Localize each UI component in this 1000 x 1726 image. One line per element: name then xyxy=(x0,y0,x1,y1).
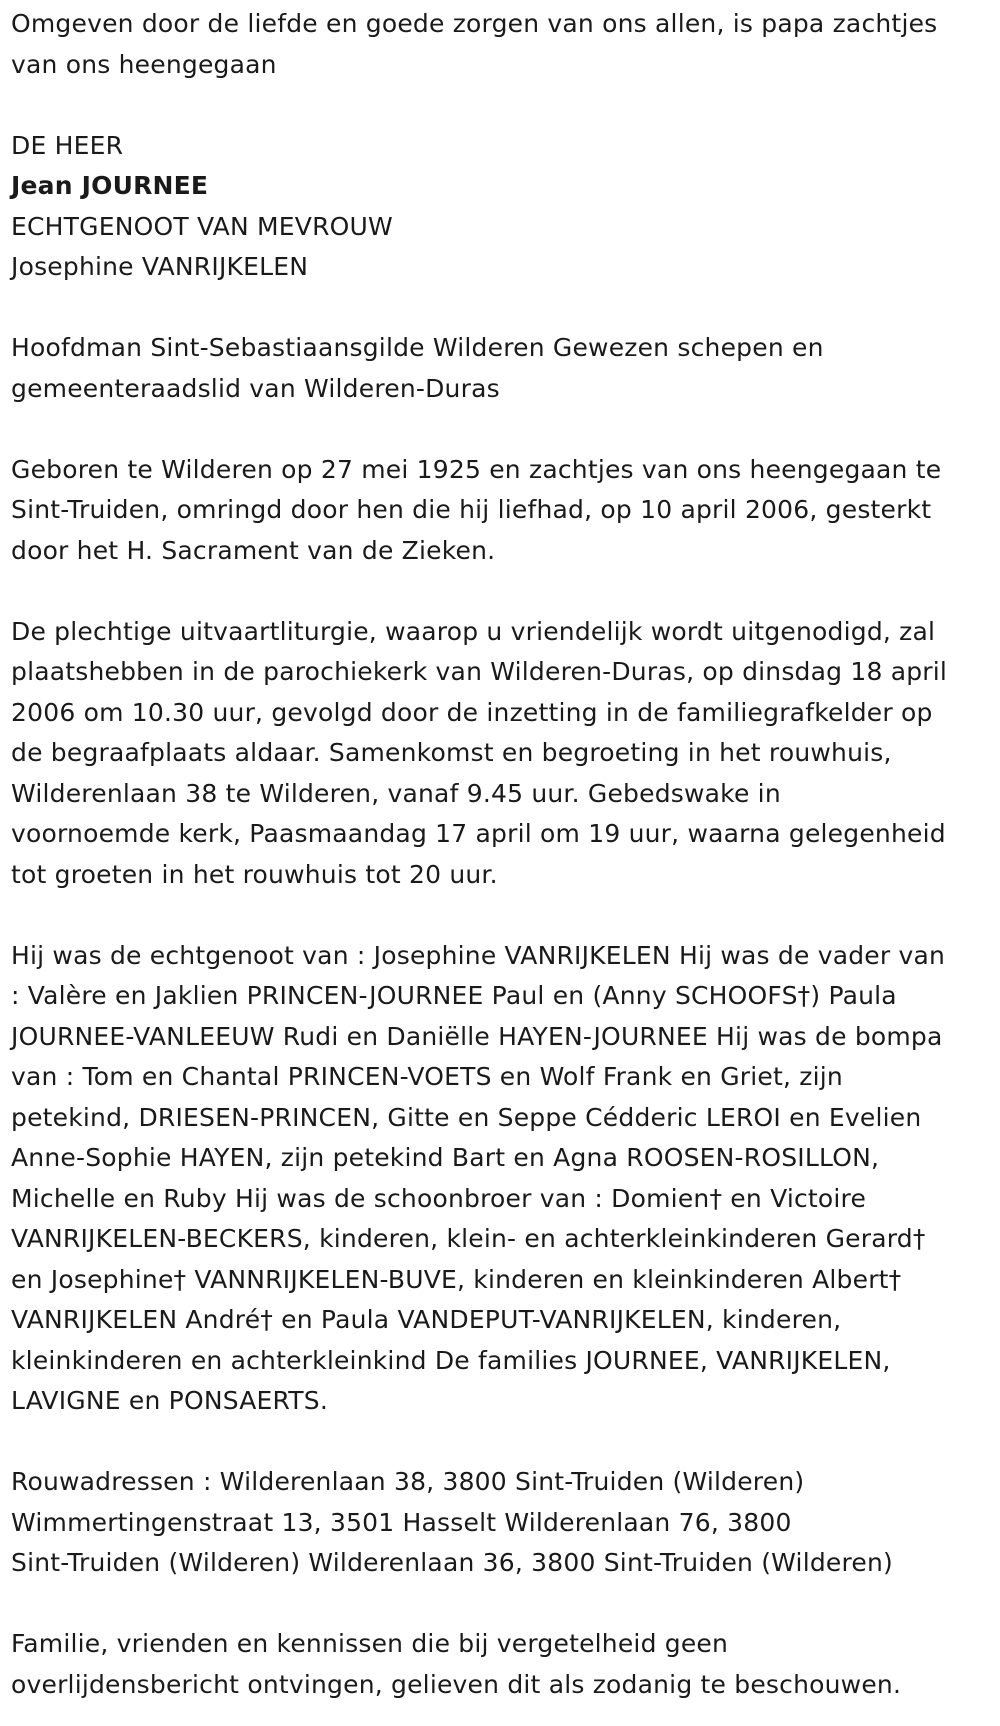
closing-paragraph: Familie, vrienden en kennissen die bij vergetelheid geen overlijdensbericht ontvingen, gelieven dit als zodanig te beschouwen. xyxy=(11,1629,902,1699)
deceased-name: Jean JOURNEE xyxy=(11,171,209,200)
family-paragraph: Hij was de echtgenoot van : Josephine VANRIJKELEN Hij was de vader van : Valère en Jaklien PRINCEN-JOURNEE Paul en (Anny SCHOOFS†) Paula JOURNEE-VANLEEUW Rudi en Daniëlle HAYEN-JOURNEE Hij was de bompa van : Tom en Chantal PRINCEN-VOETS en Wolf Frank en Griet, zijn petekind, DRIESEN-PRINCEN, Gitte en Seppe Cédderic LEROI en Evelien Anne-Sophie HAYEN, zijn petekind Bart en Agna ROOSEN-ROSILLON, Michelle en Ruby Hij was de schoonbroer van : Domien† en Victoire VANRIJKELEN-BECKERS, kinderen, klein- en achterkleinkinderen Gerard† en Josephine† VANNRIJKELEN-BUVE, kinderen en kleinkinderen Albert† VANRIJKELEN André† en Paula VANDEPUT-VANRIJKELEN, kinderen, kleinkinderen en achterkleinkind De families JOURNEE, VANRIJKELEN, LAVIGNE en PONSAERTS. xyxy=(11,940,946,1415)
addresses-paragraph: Rouwadressen : Wilderenlaan 38, 3800 Sint-Truiden (Wilderen) Wimmertingenstraat 13, 3501 Hasselt Wilderenlaan 76, 3800 Sint-Truiden (Wilderen) Wilderenlaan 36, 3800 Sint-Truiden (Wilderen) xyxy=(11,1467,894,1577)
spacer xyxy=(11,288,991,329)
obituary-document xyxy=(11,4,991,1705)
spouse-name: Josephine VANRIJKELEN xyxy=(11,252,309,281)
spacer xyxy=(11,409,991,450)
spacer xyxy=(11,1422,991,1463)
birth-death-paragraph: Geboren te Wilderen op 27 mei 1925 en zachtjes van ons heengegaan te Sint-Truiden, omringd door hen die hij liefhad, op 10 april 2006, gesterkt door het H. Sacrament van de Zieken. xyxy=(11,454,942,565)
spouse-label: ECHTGENOOT VAN MEVROUW xyxy=(11,211,393,241)
functions-paragraph: Hoofdman Sint-Sebastiaansgilde Wilderen Gewezen schepen en gemeenteraadslid van Wilderen-Duras xyxy=(11,333,824,403)
funeral-paragraph: De plechtige uitvaartliturgie, waarop u vriendelijk wordt uitgenodigd, zal plaatshebben in de parochiekerk van Wilderen-Duras, op dinsdag 18 april 2006 om 10.30 uur, gevolgd door de inzetting in de familiegrafkelder op de begraafplaats aldaar. Samenkomst en begroeting in het rouwhuis, Wilderenlaan 38 te Wilderen, vanaf 9.45 uur. Gebedswake in voornoemde kerk, Paasmaandag 17 april om 19 uur, waarna gelegenheid tot groeten in het rouwhuis tot 20 uur. xyxy=(11,616,948,889)
spacer xyxy=(11,1584,991,1625)
spacer xyxy=(11,85,991,126)
title-line: DE HEER xyxy=(11,130,124,160)
spacer xyxy=(11,571,991,612)
intro-paragraph: Omgeven door de liefde en goede zorgen van ons allen, is papa zachtjes van ons heengegaan xyxy=(11,9,938,79)
spacer xyxy=(11,895,991,936)
